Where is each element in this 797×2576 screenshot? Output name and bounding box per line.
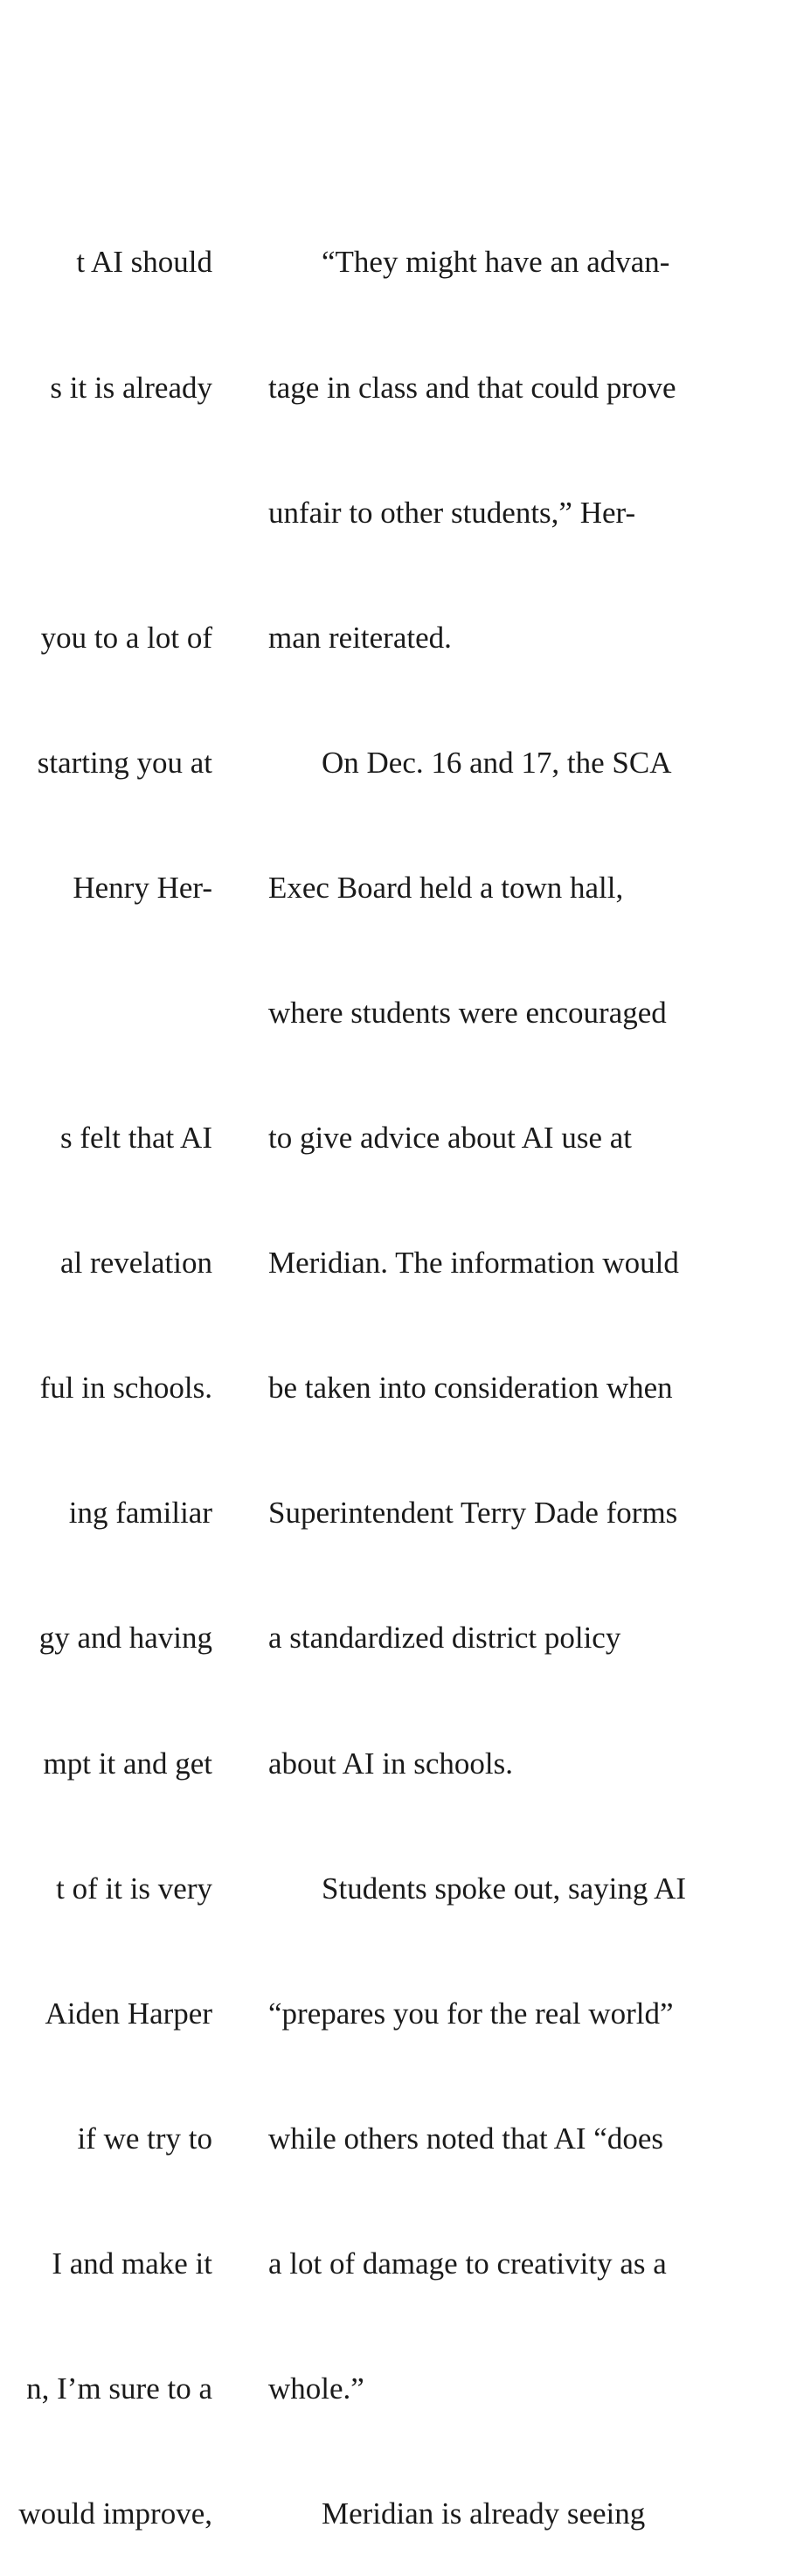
text-line: you to a lot of — [32, 620, 212, 655]
text-line: “prepares you for the real world” — [268, 1996, 674, 2031]
text-line: Meridian. The information would — [268, 1246, 679, 1281]
text-line: ful in schools. — [39, 1371, 212, 1406]
text-line: Henry Her- — [65, 870, 212, 905]
text-line: tage in class and that could prove — [268, 370, 676, 405]
text-line: ing familiar — [68, 1496, 212, 1531]
text-line: gy and having — [38, 1621, 212, 1656]
text-line: mpt it and get — [43, 1746, 212, 1781]
text-line: t AI should — [76, 245, 212, 280]
paragraph-first-line: On Dec. 16 and 17, the SCA — [322, 745, 672, 780]
text-line: starting you at — [37, 745, 212, 780]
right-text-column — [268, 158, 686, 2576]
text-line: would improve, — [18, 2496, 212, 2531]
paragraph-first-line: “They might have an advan- — [322, 245, 670, 280]
text-line: if we try to — [69, 2121, 212, 2156]
text-line: a standardized district policy — [268, 1621, 621, 1656]
paragraph-first-line: Students spoke out, saying AI — [322, 1871, 687, 1906]
text-line: be taken into consideration when — [268, 1371, 673, 1406]
text-line — [18, 492, 212, 534]
text-line: to give advice about AI use at — [268, 1121, 632, 1156]
text-line: I and make it — [52, 2246, 212, 2281]
text-line: Exec Board held a town hall, — [268, 870, 624, 905]
text-line: a lot of damage to creativity as a — [268, 2246, 667, 2281]
paragraph-first-line: Meridian is already seeing — [322, 2496, 646, 2531]
text-line: s it is already — [50, 370, 212, 405]
text-line: Superintendent Terry Dade forms — [268, 1496, 678, 1531]
text-line: s felt that AI — [60, 1121, 212, 1156]
text-line: t of it is very — [56, 1871, 212, 1906]
text-line: where students were encouraged — [268, 995, 667, 1030]
text-line: while others noted that AI “does — [268, 2121, 663, 2156]
text-line: man reiterated. — [268, 620, 452, 655]
text-line — [18, 992, 212, 1034]
text-line: Aiden Harper — [45, 1996, 212, 2031]
text-line: whole.” — [268, 2371, 364, 2406]
text-line: about AI in schools. — [268, 1746, 513, 1781]
text-line: al revelation — [60, 1246, 212, 1281]
left-text-column — [18, 158, 212, 2576]
text-line: unfair to other students,” Her- — [268, 495, 636, 530]
text-line: n, I’m sure to a — [26, 2371, 212, 2406]
